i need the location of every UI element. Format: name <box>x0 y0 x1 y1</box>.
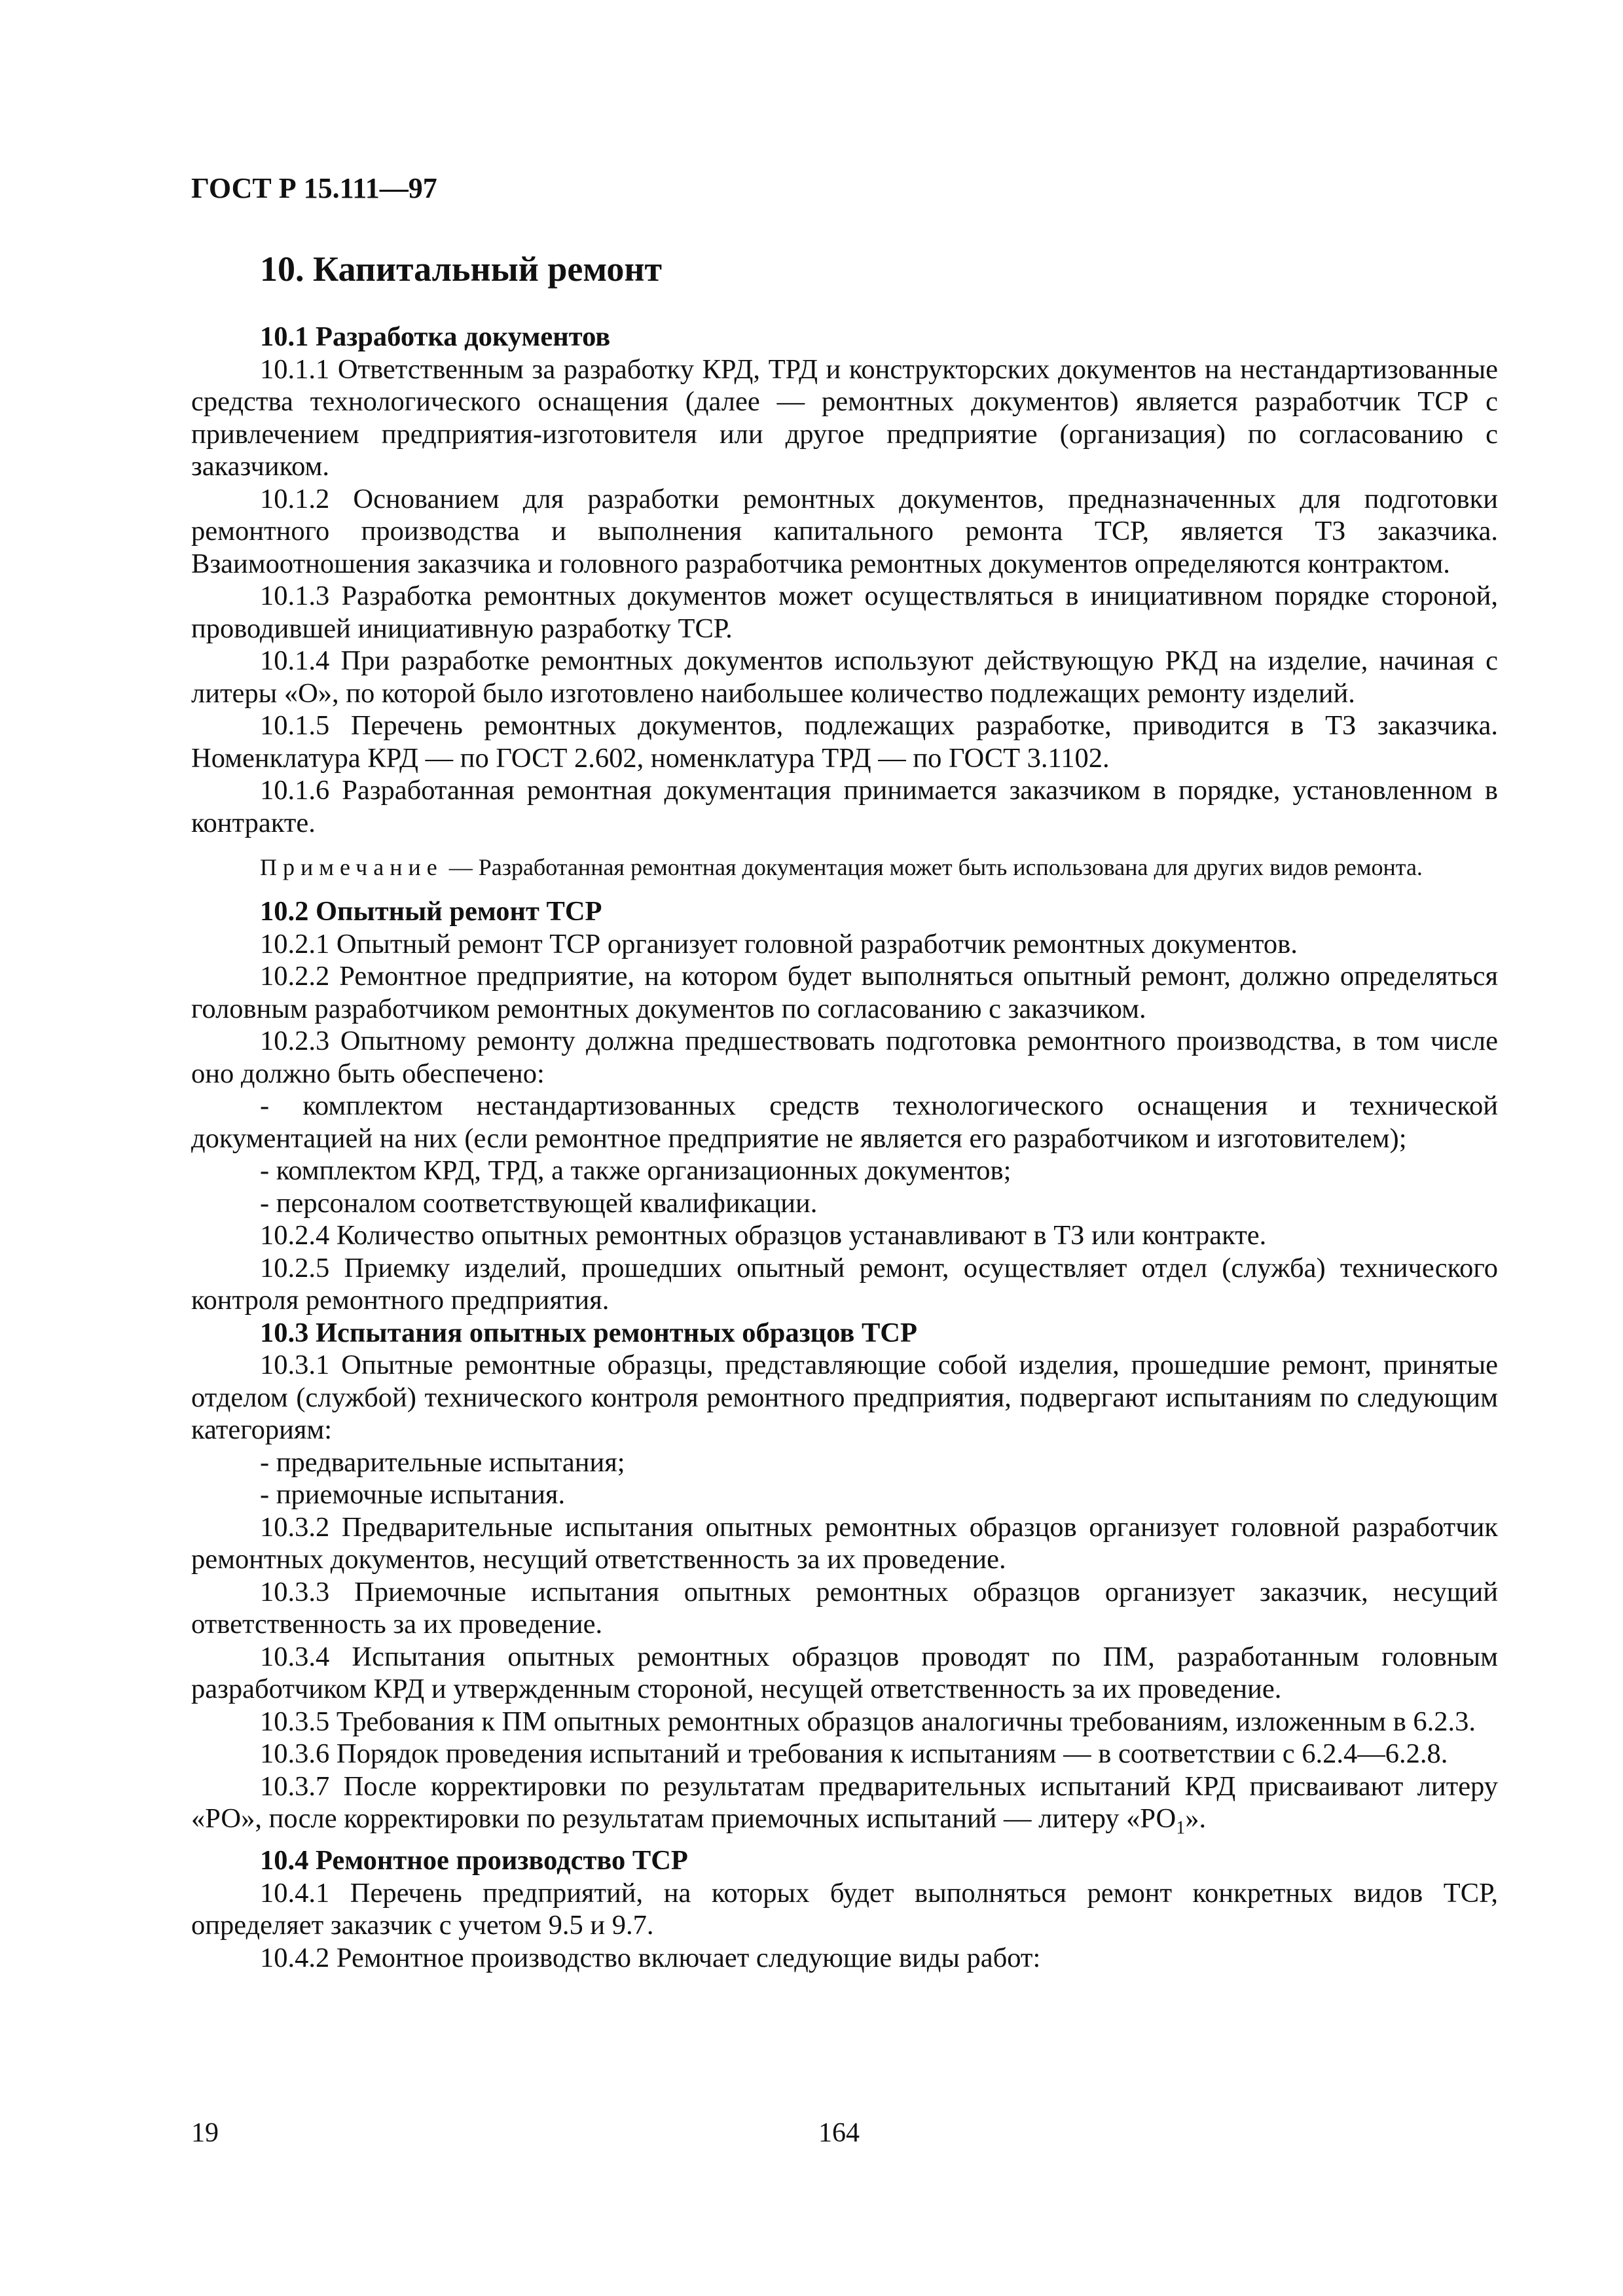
list-item: - персоналом соответствующей квалификации. <box>260 1187 818 1219</box>
list-item: - приемочные испытания. <box>260 1479 566 1510</box>
page-number-left: 19 <box>191 2118 219 2148</box>
subscript: 1 <box>1176 1818 1186 1839</box>
paragraph-text-end: ». <box>1185 1803 1207 1834</box>
paragraph: 10.3.6 Порядок проведения испытаний и требования к испытаниям — в соответствии с 6.2.4—6.2.8. <box>260 1738 1448 1769</box>
paragraph: 10.2.5 Приемку изделий, прошедших опытный ремонт, осуществляет отдел (служба) технического контроля ремонтного предприятия. <box>191 1252 1498 1316</box>
paragraph: 10.4.2 Ремонтное производство включает следующие виды работ: <box>260 1942 1041 1973</box>
paragraph: 10.2.4 Количество опытных ремонтных образцов устанавливают в ТЗ или контракте. <box>260 1220 1267 1251</box>
section-heading: 10.4 Ремонтное производство ТСР <box>260 1845 688 1876</box>
paragraph: 10.1.2 Основанием для разработки ремонтных документов, предназначенных для подготовки ремонтного производства и выполнения капитального ремонта ТСР, является ТЗ заказчика. Взаимоотношения заказчика и головного разработчика ремонтных документов определяются контрактом. <box>191 483 1498 579</box>
paragraph: 10.2.1 Опытный ремонт ТСР организует головной разработчик ремонтных документов. <box>260 928 1298 960</box>
paragraph: 10.2.3 Опытному ремонту должна предшествовать подготовка ремонтного производства, в том числе оно должно быть обеспечено: <box>191 1026 1498 1089</box>
paragraph-text: 10.3.7 После корректировки по результатам предварительных испытаний КРД присваивают литеру «РО», после корректировки по результатам приемочных испытаний — литеру «РО <box>191 1770 1498 1834</box>
paragraph: 10.1.5 Перечень ремонтных документов, подлежащих разработке, приводится в ТЗ заказчика. Номенклатура КРД — по ГОСТ 2.602, номенклатура ТРД — по ГОСТ 3.1102. <box>191 710 1498 774</box>
section-heading: 10.2 Опытный ремонт ТСР <box>260 896 602 927</box>
paragraph <box>191 1770 1498 1845</box>
paragraph: 10.3.5 Требования к ПМ опытных ремонтных образцов аналогичны требованиям, изложенным в 6.2.3. <box>260 1706 1476 1737</box>
paragraph: 10.2.2 Ремонтное предприятие, на котором будет выполняться опытный ремонт, должно определяться головным разработчиком ремонтных документов по согласованию с заказчиком. <box>191 961 1498 1024</box>
paragraph: 10.1.4 При разработке ремонтных документов используют действующую РКД на изделие, начиная с литеры «О», по которой было изготовлено наибольшее количество подлежащих ремонту изделий. <box>191 645 1498 709</box>
chapter-title: 10. Капитальный ремонт <box>260 249 663 289</box>
document-header: ГОСТ Р 15.111—97 <box>191 172 437 204</box>
paragraph: 10.1.1 Ответственным за разработку КРД, ТРД и конструкторских документов на нестандартизованные средства технологического оснащения (далее — ремонтных документов) является разработчик ТСР с привлечением предприятия-изготовителя или другое предприятие (организация) по согласованию с заказчиком. <box>191 353 1498 482</box>
note <box>191 852 1498 882</box>
paragraph: 10.3.4 Испытания опытных ремонтных образцов проводят по ПМ, разработанным головным разработчиком КРД и утвержденным стороной, несущей ответственность за их проведение. <box>191 1641 1498 1704</box>
list-item: - комплектом нестандартизованных средств технологического оснащения и технической документацией на них (если ремонтное предприятие не является его разработчиком и изготовителем); <box>191 1090 1498 1154</box>
list-item: - комплектом КРД, ТРД, а также организационных документов; <box>260 1155 1012 1186</box>
page-number-center: 164 <box>818 2118 860 2148</box>
section-heading: 10.3 Испытания опытных ремонтных образцов ТСР <box>260 1317 917 1348</box>
paragraph: 10.4.1 Перечень предприятий, на которых будет выполняться ремонт конкретных видов ТСР, определяет заказчик с учетом 9.5 и 9.7. <box>191 1877 1498 1941</box>
paragraph: 10.3.2 Предварительные испытания опытных ремонтных образцов организует головной разработчик ремонтных документов, несущий ответственность за их проведение. <box>191 1511 1498 1575</box>
note-label: Примечание <box>260 854 443 880</box>
section-heading: 10.1 Разработка документов <box>260 321 611 352</box>
note-text: — Разработанная ремонтная документация может быть использована для других видов ремонта. <box>443 854 1423 880</box>
paragraph: 10.3.1 Опытные ремонтные образцы, представляющие собой изделия, прошедшие ремонт, принятые отделом (службой) технического контроля ремонтного предприятия, подвергают испытаниям по следующим категориям: <box>191 1350 1498 1445</box>
list-item: - предварительные испытания; <box>260 1446 625 1478</box>
paragraph: 10.3.3 Приемочные испытания опытных ремонтных образцов организует заказчик, несущий ответственность за их проведение. <box>191 1576 1498 1640</box>
paragraph: 10.1.6 Разработанная ремонтная документация принимается заказчиком в порядке, установленном в контракте. <box>191 775 1498 838</box>
paragraph: 10.1.3 Разработка ремонтных документов может осуществляться в инициативном порядке стороной, проводившей инициативную разработку ТСР. <box>191 581 1498 644</box>
document-body <box>191 321 1498 1974</box>
